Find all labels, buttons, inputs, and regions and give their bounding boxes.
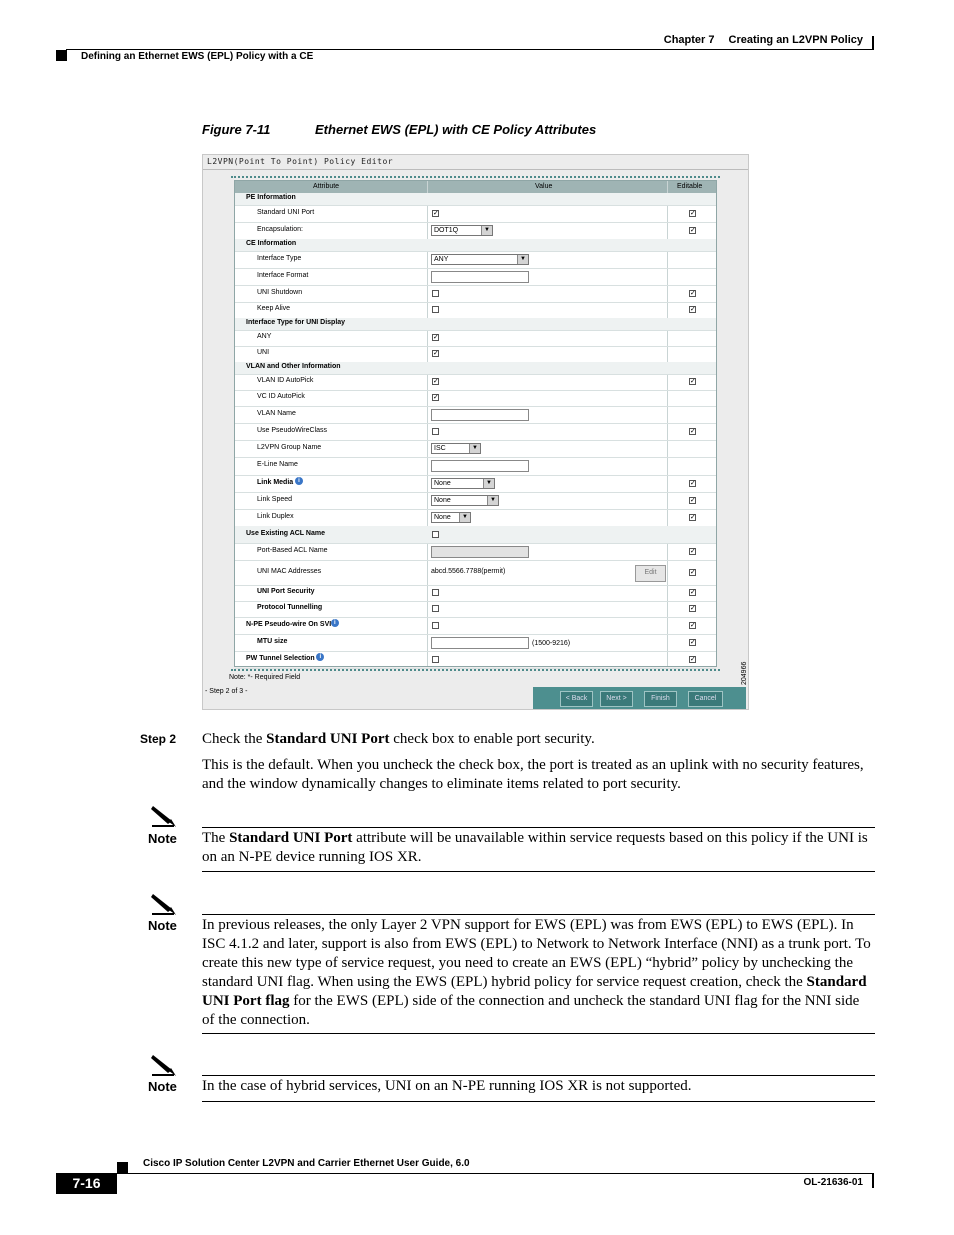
editor-title-rule (203, 169, 748, 170)
value-checkbox[interactable]: ✓ (433, 393, 439, 401)
editor-window-title: L2VPN(Point To Point) Policy Editor (207, 157, 394, 166)
figure-caption (202, 122, 597, 137)
attribute-label: Interface Format (257, 272, 309, 279)
dotted-divider-bottom (231, 669, 720, 671)
attribute-label: L2VPN Group Name (257, 444, 322, 451)
chevron-down-icon[interactable]: ▼ (487, 496, 498, 505)
value-select[interactable] (431, 443, 481, 454)
value-checkbox[interactable]: ✓ (433, 333, 439, 341)
attribute-label: Link Media (257, 479, 294, 486)
value-checkbox[interactable] (432, 306, 439, 313)
cancel-button[interactable]: Cancel (688, 691, 723, 707)
value-checkbox[interactable] (432, 656, 439, 663)
table-row (235, 268, 716, 286)
table-row (235, 457, 716, 476)
table-row (235, 302, 716, 319)
step-instruction (202, 730, 874, 749)
editable-checkbox[interactable]: ✓ (690, 638, 696, 646)
note-rule-top (202, 827, 875, 828)
page-number: 7-16 (56, 1173, 117, 1194)
figure-title: Ethernet EWS (EPL) with CE Policy Attributes (315, 122, 597, 137)
step-indicator: - Step 2 of 3 - (205, 688, 248, 695)
attribute-label: Link Duplex (257, 513, 294, 520)
range-hint: (1500-9216) (532, 640, 571, 647)
attribute-label: VLAN and Other Information (246, 363, 341, 370)
value-checkbox[interactable] (432, 290, 439, 297)
attribute-label: CE Information (246, 240, 297, 247)
attribute-label: UNI Port Security (257, 588, 315, 595)
editable-checkbox[interactable]: ✓ (690, 305, 696, 313)
column-editable: Editable (677, 183, 703, 190)
table-row (235, 346, 716, 363)
info-icon[interactable]: i (331, 619, 339, 627)
section-title: Defining an Ethernet EWS (EPL) Policy with a CE (81, 51, 314, 62)
table-row (235, 475, 716, 493)
wizard-nav-bar (533, 687, 746, 709)
table-header (235, 181, 716, 193)
running-header-chapter (600, 34, 863, 46)
attribute-label: Use PseudoWireClass (257, 427, 328, 434)
editable-checkbox[interactable]: ✓ (690, 604, 696, 612)
editable-checkbox[interactable]: ✓ (690, 289, 696, 297)
chevron-down-icon[interactable]: ▼ (483, 479, 494, 488)
step-explanation: This is the default. When you uncheck the check box, the port is treated as an uplink with no security features, and the window dynamically changes to eliminate items related to port security. (202, 757, 864, 792)
table-row (235, 492, 716, 510)
value-select[interactable] (431, 478, 495, 489)
attribute-label: Interface Type (257, 255, 302, 262)
value-textbox[interactable] (431, 460, 529, 472)
next-button[interactable]: Next > (600, 691, 633, 707)
table-row (235, 406, 716, 424)
attribute-label: MTU size (257, 638, 288, 645)
table-row (235, 423, 716, 441)
editable-checkbox[interactable]: ✓ (690, 377, 696, 385)
attribute-label: Keep Alive (257, 305, 291, 312)
document-id: OL-21636-01 (803, 1177, 863, 1188)
table-row (235, 222, 716, 240)
note-rule-bottom (202, 1033, 875, 1034)
chevron-down-icon[interactable]: ▼ (459, 513, 470, 522)
attribute-label: Link Speed (257, 496, 293, 503)
step-bold-term: Standard UNI Port (266, 731, 390, 747)
column-attribute: Attribute (313, 183, 340, 190)
editable-checkbox[interactable]: ✓ (690, 496, 696, 504)
figure-number: Figure 7-11 (202, 122, 271, 137)
policy-editor-figure (202, 154, 749, 710)
select-value: None (434, 480, 451, 487)
editable-checkbox[interactable]: ✓ (690, 568, 696, 576)
select-value: ISC (434, 445, 446, 452)
attribute-label: PE Information (246, 194, 296, 201)
value-textbox[interactable] (431, 409, 529, 421)
attribute-label: PW Tunnel Selection (246, 655, 315, 662)
table-row (235, 251, 716, 269)
header-rule (66, 49, 874, 50)
table-row (235, 205, 716, 223)
step-label: Step 2 (140, 732, 177, 746)
footer-guide-title: Cisco IP Solution Center L2VPN and Carrier Ethernet User Guide, 6.0 (143, 1158, 470, 1169)
attribute-label: VLAN Name (257, 410, 296, 417)
chevron-down-icon[interactable]: ▼ (469, 444, 480, 453)
editable-checkbox[interactable]: ✓ (690, 427, 696, 435)
note-label: Note (148, 918, 177, 933)
attribute-label: N-PE Pseudo-wire On SVI (246, 621, 332, 628)
edit-button[interactable]: Edit (635, 565, 666, 582)
note-text-span: for the EWS (EPL) side of the connection and uncheck the standard UNI flag for the NNI side of the connection. (202, 993, 860, 1028)
editable-checkbox[interactable]: ✓ (690, 479, 696, 487)
attribute-label: Interface Type for UNI Display (246, 319, 346, 326)
attribute-label: UNI MAC Addresses (257, 568, 322, 575)
table-row (235, 526, 716, 544)
table-row (235, 285, 716, 303)
note-label: Note (148, 1079, 177, 1094)
note-rule-bottom (202, 1101, 875, 1102)
note-text: In the case of hybrid services, UNI on an N-PE running IOS XR is not supported. (202, 1078, 692, 1094)
value-checkbox[interactable]: ✓ (433, 377, 439, 385)
value-select[interactable] (431, 512, 471, 523)
note-rule-top (202, 1075, 875, 1076)
table-row (235, 509, 716, 527)
table-row (235, 585, 716, 602)
mac-address-value: abcd.5566.7788(permit) (431, 568, 506, 575)
select-value: DOT1Q (434, 227, 459, 234)
figure-id: 204966 (741, 661, 748, 685)
value-checkbox[interactable]: ✓ (433, 209, 439, 217)
value-select[interactable] (431, 495, 499, 506)
note-pencil-icon (150, 804, 178, 828)
value-checkbox[interactable] (432, 622, 439, 629)
select-value: None (434, 497, 451, 504)
column-value: Value (535, 183, 553, 190)
info-icon[interactable]: i (316, 653, 324, 661)
note-text-span: In previous releases, the only Layer 2 VPN support for EWS (EPL) was from EWS (EPL) to EWS (EPL). In ISC 4.1.2 and later, support is also from EWS (EPL) to Network to Network Interface (NNI) as a trunk port. To create this new type of service request, you need to create an EWS (EPL) “hybrid” policy by unchecking the standard UNI flag. When using the EWS (EPL) hybrid policy for service request creation, check the (202, 917, 871, 990)
chapter-title: Creating an L2VPN Policy (728, 34, 863, 46)
note-bold-term: Standard UNI Port flag (202, 974, 867, 1009)
header-square (56, 50, 67, 61)
table-row (235, 390, 716, 407)
footer-rule (117, 1173, 874, 1174)
table-row (235, 543, 716, 561)
value-textbox[interactable] (431, 271, 529, 283)
attribute-label: Encapsulation: (257, 226, 303, 233)
table-row (235, 330, 716, 347)
editable-checkbox[interactable]: ✓ (690, 226, 696, 234)
editable-checkbox[interactable]: ✓ (690, 547, 696, 555)
chapter-number: Chapter 7 (663, 34, 715, 46)
header-bar (872, 36, 874, 50)
note-rule-bottom (202, 871, 875, 872)
attribute-label: VC ID AutoPick (257, 393, 305, 400)
value-checkbox[interactable] (432, 605, 439, 612)
editable-checkbox[interactable]: ✓ (690, 655, 696, 663)
note-pencil-icon (150, 892, 178, 916)
value-textbox (431, 546, 529, 558)
note-bold-term: Standard UNI Port (229, 830, 353, 846)
footer-bar (872, 1174, 874, 1188)
note-label: Note (148, 831, 177, 846)
table-row (235, 374, 716, 391)
table-row (235, 651, 716, 669)
attribute-label: VLAN ID AutoPick (257, 377, 314, 384)
note-text (202, 829, 875, 867)
note-rule-top (202, 914, 875, 915)
back-button[interactable]: < Back (560, 691, 593, 707)
step-text: check box to enable port security. (389, 731, 595, 747)
editable-checkbox[interactable]: ✓ (690, 209, 696, 217)
value-checkbox[interactable] (432, 589, 439, 596)
chevron-down-icon[interactable]: ▼ (517, 255, 528, 264)
finish-button[interactable]: Finish (644, 691, 677, 707)
attribute-label: Standard UNI Port (257, 209, 315, 216)
value-checkbox[interactable] (432, 428, 439, 435)
attribute-label: ANY (257, 333, 272, 340)
select-value: None (434, 514, 451, 521)
attribute-table (234, 180, 717, 667)
chevron-down-icon[interactable]: ▼ (481, 226, 492, 235)
editable-checkbox[interactable]: ✓ (690, 513, 696, 521)
note-text (202, 916, 875, 1030)
step-text: Check the (202, 731, 267, 747)
note-text-span: The (202, 830, 230, 846)
table-row (235, 617, 716, 635)
editable-checkbox[interactable]: ✓ (690, 621, 696, 629)
editable-checkbox[interactable]: ✓ (690, 588, 696, 596)
info-icon[interactable]: i (295, 477, 303, 485)
value-textbox[interactable] (431, 637, 529, 649)
dotted-divider-top (231, 176, 720, 178)
attribute-label: E-Line Name (257, 461, 298, 468)
table-row (235, 634, 716, 652)
value-checkbox[interactable]: ✓ (433, 349, 439, 357)
footer-square (117, 1162, 128, 1173)
required-field-note: Note: *- Required Field (229, 674, 301, 681)
attribute-label: Port-Based ACL Name (257, 547, 328, 554)
attribute-label: Use Existing ACL Name (246, 530, 325, 537)
table-row (235, 560, 716, 586)
value-select[interactable] (431, 225, 493, 236)
attribute-label: UNI (257, 349, 270, 356)
note-text-span: attribute will be unavailable within service requests based on this policy if the UNI is on an N-PE device running IOS XR. (202, 830, 868, 865)
value-select[interactable] (431, 254, 529, 265)
note-pencil-icon (150, 1053, 178, 1077)
table-row (235, 440, 716, 458)
attribute-label: Protocol Tunnelling (257, 604, 323, 611)
attribute-label: UNI Shutdown (257, 289, 303, 296)
table-row (235, 601, 716, 618)
value-checkbox[interactable] (432, 531, 439, 538)
select-value: ANY (434, 256, 449, 263)
